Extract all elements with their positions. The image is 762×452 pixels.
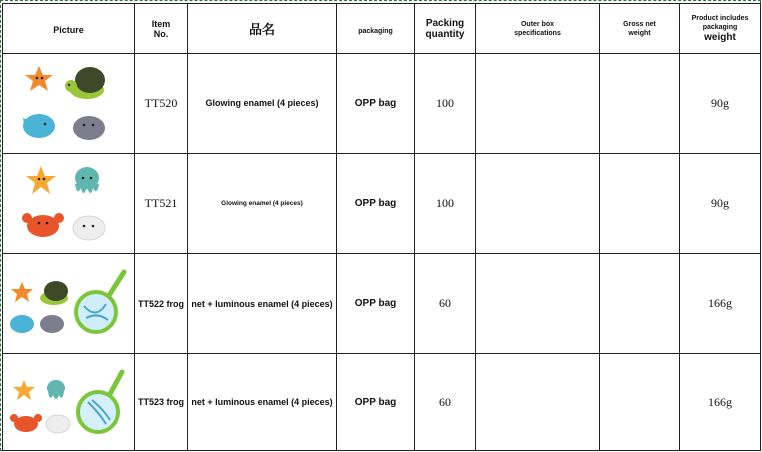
packaging-value: OPP bag <box>337 354 415 451</box>
header-picture: Picture <box>3 4 135 54</box>
gross-net-weight <box>600 154 680 254</box>
product-weight: 166g <box>680 254 761 354</box>
packing-quantity: 60 <box>415 354 476 451</box>
octopus-toy <box>75 167 99 193</box>
dolphin-toy <box>23 114 55 138</box>
product-picture <box>3 154 135 254</box>
dolphin-toy <box>10 315 34 333</box>
product-picture <box>3 54 135 154</box>
gross-net-weight <box>600 254 680 354</box>
table-row <box>3 254 761 354</box>
item-number: TT523 frog <box>135 354 188 451</box>
outer-box-spec <box>476 154 600 254</box>
white-seal-toy <box>73 216 105 240</box>
header-product-name: 品名 <box>188 4 337 54</box>
packaging-value: OPP bag <box>337 54 415 154</box>
turtle-toy <box>65 67 105 99</box>
outer-box-spec <box>476 354 600 451</box>
product-weight: 90g <box>680 154 761 254</box>
crab-toy <box>22 213 64 237</box>
gross-net-weight <box>600 54 680 154</box>
header-outer-box: Outer box specifications <box>476 4 600 54</box>
fishing-net-toy <box>76 272 124 332</box>
table-row <box>3 54 761 154</box>
starfish-toy <box>25 66 53 91</box>
header-packing-quantity: Packing quantity <box>415 4 476 54</box>
product-weight: 90g <box>680 54 761 154</box>
packaging-value: OPP bag <box>337 254 415 354</box>
header-gross-net: Gross net weight <box>600 4 680 54</box>
turtle-toy <box>40 281 68 305</box>
packing-quantity: 100 <box>415 54 476 154</box>
product-table <box>2 3 761 451</box>
item-number: TT522 frog <box>135 254 188 354</box>
gross-net-weight <box>600 354 680 451</box>
white-seal-toy <box>46 415 70 433</box>
product-picture <box>3 354 135 451</box>
table-row <box>3 354 761 451</box>
product-name: net + luminous enamel (4 pieces) <box>188 254 337 354</box>
item-number: TT521 <box>135 154 188 254</box>
table-row <box>3 154 761 254</box>
product-name: net + luminous enamel (4 pieces) <box>188 354 337 451</box>
header-item-no: Item No. <box>135 4 188 54</box>
starfish-toy <box>13 380 35 400</box>
seal-toy <box>73 116 105 140</box>
starfish-toy <box>26 166 56 194</box>
crab-toy <box>10 414 42 432</box>
packaging-value: OPP bag <box>337 154 415 254</box>
octopus-toy <box>47 380 65 399</box>
packing-quantity: 60 <box>415 254 476 354</box>
outer-box-spec <box>476 54 600 154</box>
product-name: Glowing enamel (4 pieces) <box>188 154 337 254</box>
product-name: Glowing enamel (4 pieces) <box>188 54 337 154</box>
seal-toy <box>40 315 64 333</box>
product-weight: 166g <box>680 354 761 451</box>
starfish-toy <box>11 282 33 302</box>
packing-quantity: 100 <box>415 154 476 254</box>
fishing-net-toy <box>78 372 122 432</box>
outer-box-spec <box>476 254 600 354</box>
header-weight: Product includes packaging weight <box>680 4 761 54</box>
product-picture <box>3 254 135 354</box>
item-number: TT520 <box>135 54 188 154</box>
header-packaging: packaging <box>337 4 415 54</box>
header-row <box>3 4 761 54</box>
